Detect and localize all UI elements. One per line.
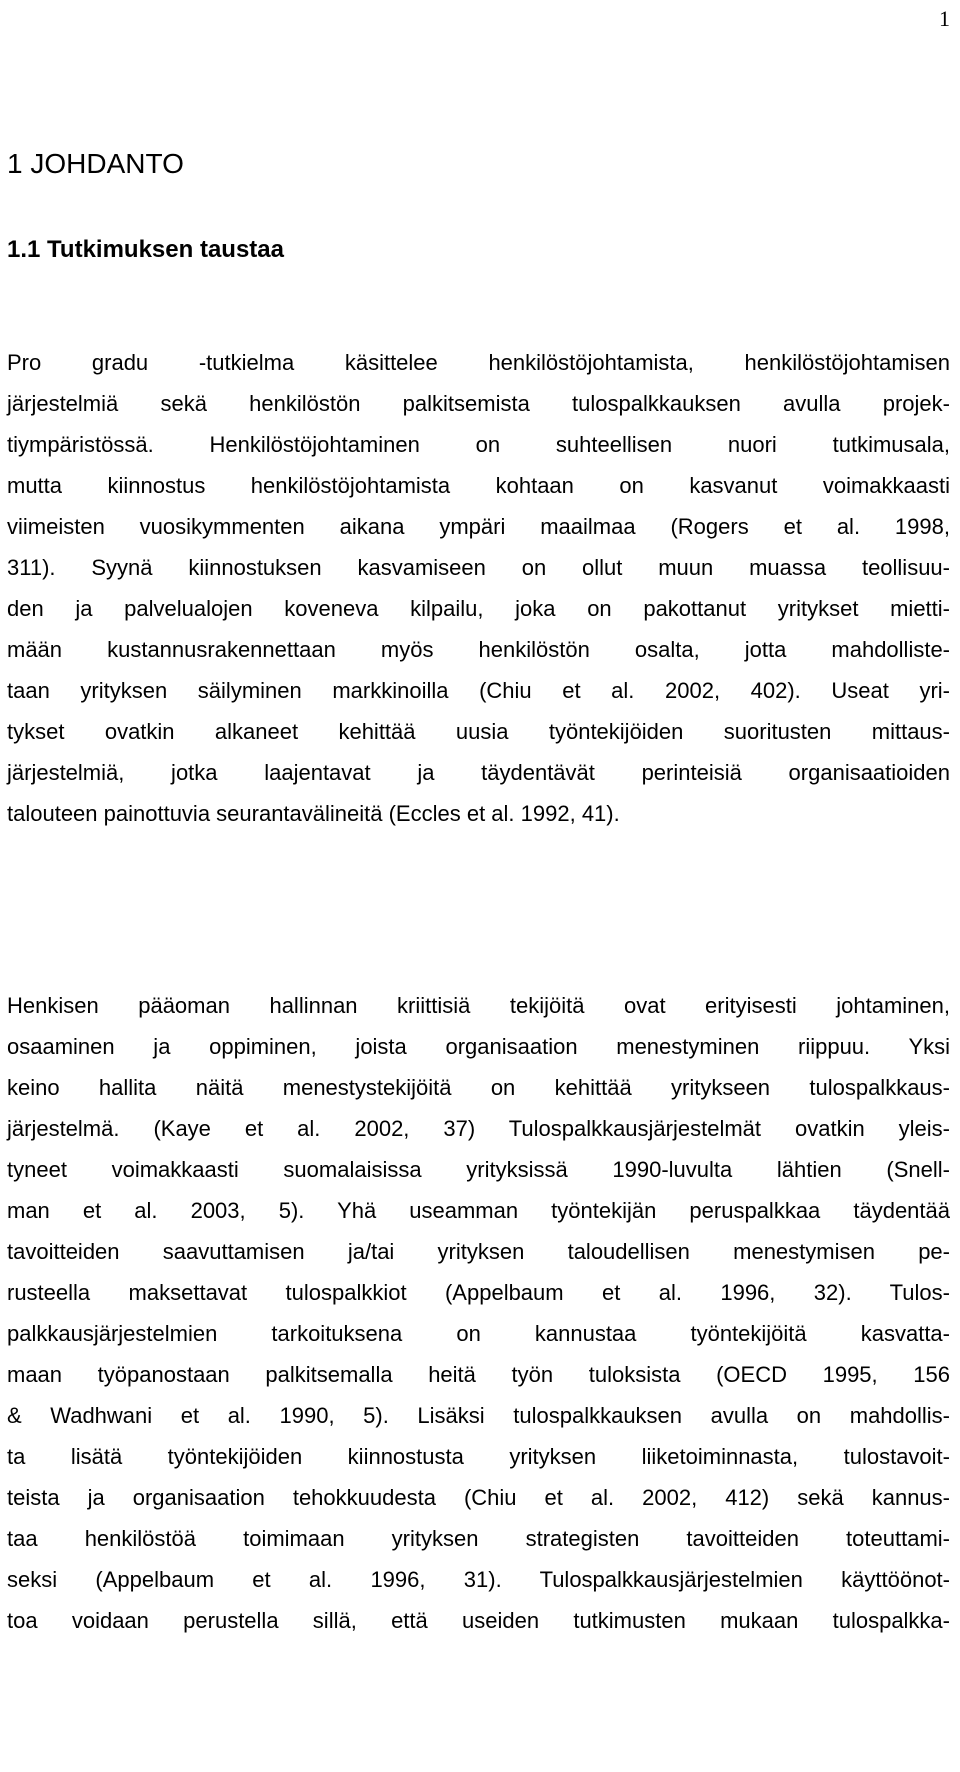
paragraph-line: 311). Syynä kiinnostuksen kasvamiseen on ollut muun muassa teollisuu- bbox=[7, 555, 950, 580]
paragraph-line: Henkisen pääoman hallinnan kriittisiä tekijöitä ovat erityisesti johtaminen, bbox=[7, 993, 950, 1018]
paragraph-line: man et al. 2003, 5). Yhä useamman työntekijän peruspalkkaa täydentää bbox=[7, 1198, 950, 1223]
paragraph-line: keino hallita näitä menestystekijöitä on kehittää yritykseen tulospalkkaus- bbox=[7, 1075, 950, 1100]
paragraph-line: mutta kiinnostus henkilöstöjohtamista kohtaan on kasvanut voimakkaasti bbox=[7, 473, 950, 498]
paragraph-line: talouteen painottuvia seurantavälineitä (Eccles et al. 1992, 41). bbox=[7, 801, 620, 826]
section-heading: 1.1 Tutkimuksen taustaa bbox=[7, 236, 284, 263]
chapter-heading: 1 JOHDANTO bbox=[7, 148, 184, 179]
paragraph-line: den ja palvelualojen koveneva kilpailu, joka on pakottanut yritykset mietti- bbox=[7, 596, 950, 621]
paragraph-line: osaaminen ja oppiminen, joista organisaation menestyminen riippuu. Yksi bbox=[7, 1034, 950, 1059]
paragraph-line: tiympäristössä. Henkilöstöjohtaminen on suhteellisen nuori tutkimusala, bbox=[7, 432, 950, 457]
paragraph-line: järjestelmiä, jotka laajentavat ja täydentävät perinteisiä organisaatioiden bbox=[7, 760, 950, 785]
paragraph-line: tyneet voimakkaasti suomalaisissa yrityksissä 1990-luvulta lähtien (Snell- bbox=[7, 1157, 950, 1182]
paragraph-line: järjestelmä. (Kaye et al. 2002, 37) Tulospalkkausjärjestelmät ovatkin yleis- bbox=[7, 1116, 950, 1141]
paragraph-line: järjestelmiä sekä henkilöstön palkitsemista tulospalkkauksen avulla projek- bbox=[7, 391, 950, 416]
paragraph-line: mään kustannusrakennettaan myös henkilöstön osalta, jotta mahdolliste- bbox=[7, 637, 950, 662]
paragraph-2 bbox=[7, 985, 950, 1641]
paragraph-line: & Wadhwani et al. 1990, 5). Lisäksi tulospalkkauksen avulla on mahdollis- bbox=[7, 1403, 950, 1428]
paragraph-line: seksi (Appelbaum et al. 1996, 31). Tulospalkkausjärjestelmien käyttöönot- bbox=[7, 1567, 950, 1592]
page-number: 1 bbox=[939, 6, 950, 31]
paragraph-line: taa henkilöstöä toimimaan yrityksen strategisten tavoitteiden toteuttami- bbox=[7, 1526, 950, 1551]
paragraph-line: maan työpanostaan palkitsemalla heitä työn tuloksista (OECD 1995, 156 bbox=[7, 1362, 950, 1387]
paragraph-line: taan yrityksen säilyminen markkinoilla (Chiu et al. 2002, 402). Useat yri- bbox=[7, 678, 950, 703]
paragraph-line: teista ja organisaation tehokkuudesta (Chiu et al. 2002, 412) sekä kannus- bbox=[7, 1485, 950, 1510]
paragraph-line: ta lisätä työntekijöiden kiinnostusta yrityksen liiketoiminnasta, tulostavoit- bbox=[7, 1444, 950, 1469]
paragraph-line: Pro gradu -tutkielma käsittelee henkilöstöjohtamista, henkilöstöjohtamisen bbox=[7, 350, 950, 375]
paragraph-1 bbox=[7, 342, 950, 834]
paragraph-line: toa voidaan perustella sillä, että useiden tutkimusten mukaan tulospalkka- bbox=[7, 1608, 950, 1633]
paragraph-line: viimeisten vuosikymmenten aikana ympäri maailmaa (Rogers et al. 1998, bbox=[7, 514, 950, 539]
paragraph-line: palkkausjärjestelmien tarkoituksena on kannustaa työntekijöitä kasvatta- bbox=[7, 1321, 950, 1346]
paragraph-line: tavoitteiden saavuttamisen ja/tai yrityksen taloudellisen menestymisen pe- bbox=[7, 1239, 950, 1264]
paragraph-line: rusteella maksettavat tulospalkkiot (Appelbaum et al. 1996, 32). Tulos- bbox=[7, 1280, 950, 1305]
paragraph-line: tykset ovatkin alkaneet kehittää uusia työntekijöiden suoritusten mittaus- bbox=[7, 719, 950, 744]
